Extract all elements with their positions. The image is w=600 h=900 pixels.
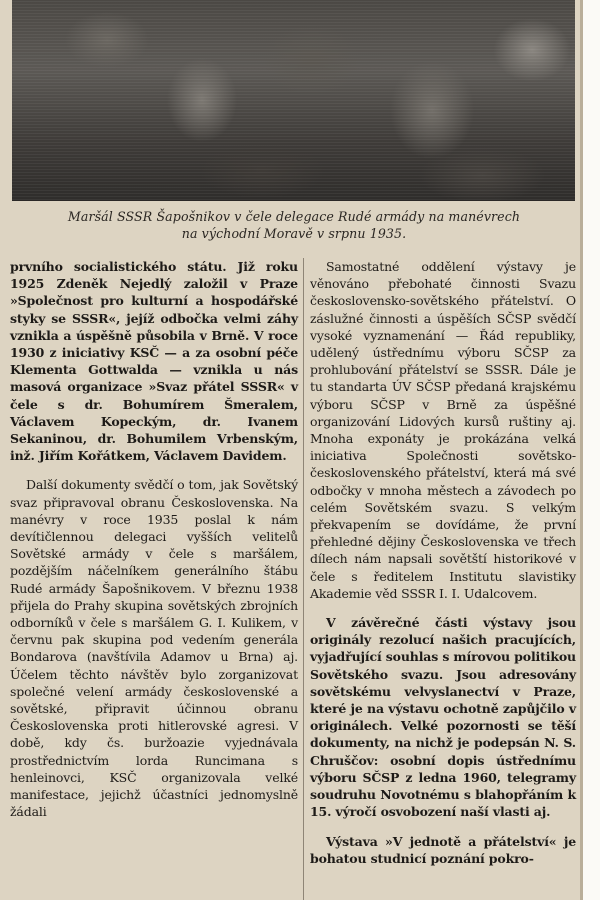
news-photo — [12, 0, 575, 201]
article-column-right — [310, 258, 576, 867]
left-paragraph-2: Další dokumenty svědčí o tom, jak Sovětský svaz připravoval obranu Československa. Na manévry v roce 1935 poslal k nám devítičlennou delegaci vyšších velitelů Sovětské armády v čele s maršálem, pozdějším náčelníkem generálního štábu Rudé armády Šapošnikovem. V březnu 1938 přijela do Prahy skupina sovětských zbrojních odborníků v čele s maršálem G. I. Kulikem, v červnu pak skupina pod vedením generála Bondarova (navštívila Adamov u Brna) aj. Účelem těchto návštěv bylo zorganizovat společné velení armády československé a sovětské, připravit účinnou obranu Československa proti hitlerovské agresi. V době, kdy čs. buržoazie vyjednávala prostřednictvím lorda Runcimana s henleinovci, KSČ organizovala velké manifestace, jejichž účastníci jednomyslně žádali — [10, 477, 298, 820]
caption-line-1: Maršál SSSR Šapošnikov v čele delegace Rudé armády na manévrech — [67, 209, 521, 224]
right-paragraph-1: Samostatné oddělení výstavy je věnováno přebohaté činnosti Svazu československo-sovětského přátelství. O záslužné činnosti a úspěších SČSP svědčí vysoké vyznamenání — Řád republiky, udělený ústřednímu výboru SČSP za prohlubování přátelství se SSSR. Dále je tu standarta ÚV SČSP předaná krajskému výboru SČSP v Brně za úspěšné organizování Lidových kursů ruštiny aj. Mnoha exponáty je prokázána velká iniciativa Společnosti sovětsko-československého přátelství, která má své odbočky v mnoha městech a závodech po celém Sovětském svazu. S velkým překvapením se dovídáme, že první přehledné dějiny Československa ve třech dílech nám napsali sovětští historikové v čele s ředitelem Institutu slavistiky Akademie věd SSSR I. I. Udalcovem. — [310, 259, 576, 601]
article-column-left — [10, 258, 298, 821]
column-divider — [303, 258, 304, 900]
photo-grain — [12, 0, 575, 200]
clipping-edge-shadow — [580, 0, 583, 900]
caption-line-2: na východní Moravě v srpnu 1935. — [181, 226, 407, 241]
photo-caption — [14, 208, 574, 242]
right-paragraph-2: V závěrečné části výstavy jsou originály rezolucí našich pracujících, vyjadřující souhlas s mírovou politikou Sovětského svazu. Jsou adresovány sovětskému velvyslanectví v Praze, které je na výstavu ochotně zapůjčilo v originálech. Velké pozornosti se těší dokumenty, na nichž je podepsán N. S. Chruščov: osobní dopis ústřednímu výboru SČSP z ledna 1960, telegramy soudruhu Novotnému s blahopřáním k 15. výročí osvobození naší vlasti aj. — [310, 615, 576, 820]
right-paragraph-3: Výstava »V jednotě a přátelství« je bohatou studnicí poznání pokro- — [310, 833, 576, 866]
left-paragraph-1: prvního socialistického státu. Již roku 1925 Zdeněk Nejedlý založil v Praze »Společnost pro kulturní a hospodářské styky se SSSR«, jejíž odbočka velmi záhy vznikla a úspěšně působila v Brně. V roce 1930 z iniciativy KSČ — a za osobní péče Klementa Gottwalda — vznikla u nás masová organizace »Svaz přátel SSSR« v čele s dr. Bohumírem Šmeralem, Václavem Kopeckým, dr. Ivanem Sekaninou, dr. Bohumilem Vrbenským, inž. Jiřím Kořátkem, Václavem Davidem. — [10, 259, 298, 464]
